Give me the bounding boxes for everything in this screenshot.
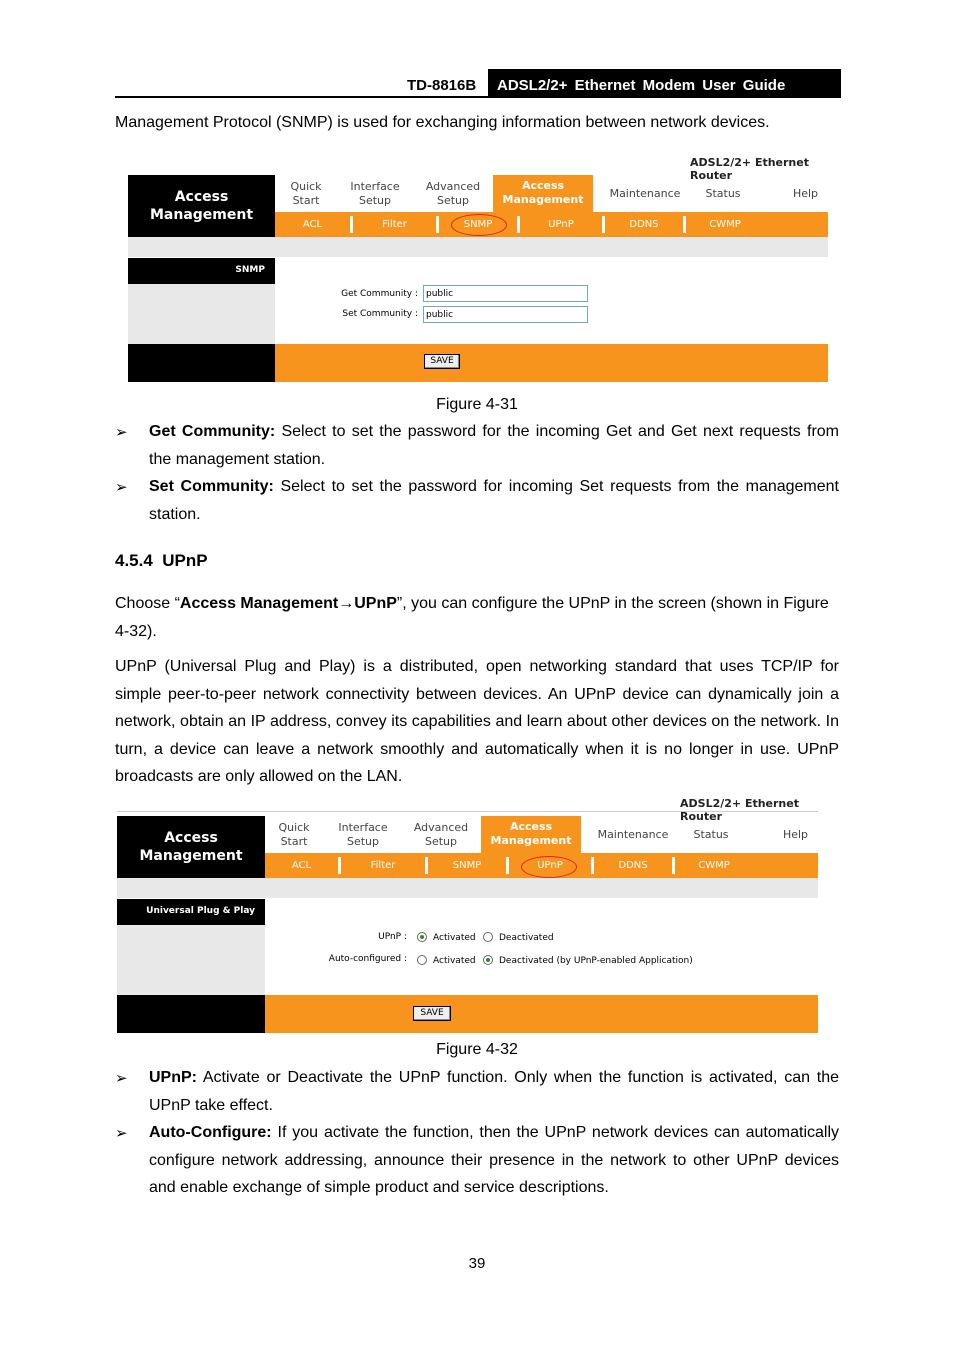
submenu-bar xyxy=(275,212,828,237)
submenu-filter[interactable]: Filter xyxy=(370,860,396,871)
menu-help[interactable]: Help xyxy=(782,828,809,841)
router-brand: ADSL2/2+ Ethernet Router xyxy=(690,156,809,182)
submenu-ddns[interactable]: DDNS xyxy=(618,860,648,871)
auto-deactivated-label: Deactivated (by UPnP-enabled Application) xyxy=(499,956,693,966)
section-snmp-label: SNMP xyxy=(235,265,265,275)
submenu-cwmp[interactable]: CWMP xyxy=(709,219,741,230)
menu-access-management[interactable]: Access Management xyxy=(481,816,581,853)
set-community-label: Set Community : xyxy=(342,309,418,319)
submenu-snmp[interactable]: SNMP xyxy=(452,860,482,871)
submenu-ddns[interactable]: DDNS xyxy=(629,219,659,230)
upnp-label: UPnP : xyxy=(378,932,407,942)
header-model: TD-8816B xyxy=(407,77,477,94)
page-number: 39 xyxy=(468,1255,486,1272)
figure-4-32-caption: Figure 4-32 xyxy=(436,1041,518,1058)
menu-interface-setup[interactable]: Interface Setup xyxy=(350,180,400,207)
upnp-paragraph: UPnP (Universal Plug and Play) is a distributed, open networking standard that uses TCP/IP for simple peer-to-peer network connectivity between devices. An UPnP device can dynamically join a network, obtain an IP address, convey its capabilities and learn about other devices on the network. In turn, a device can leave a network smoothly and automatically when it is no longer in use. UPnP broadcasts are only allowed on the LAN. xyxy=(115,658,839,785)
get-community-label: Get Community : xyxy=(341,289,418,299)
intro-text: Management Protocol (SNMP) is used for exchanging information between network devices. xyxy=(115,114,770,131)
save-button[interactable]: SAVE xyxy=(413,1006,451,1021)
upnp-activated-label: Activated xyxy=(433,933,476,943)
access-management-title: Access Management xyxy=(128,175,275,237)
figure-4-32-screenshot xyxy=(117,795,818,1033)
menu-maintenance[interactable]: Maintenance xyxy=(597,828,669,841)
menu-interface-setup[interactable]: Interface Setup xyxy=(338,821,388,848)
submenu-cwmp[interactable]: CWMP xyxy=(698,860,730,871)
footer-orange xyxy=(275,344,828,382)
section-heading: 4.5.4 UPnP xyxy=(115,551,208,570)
gray-strip xyxy=(128,237,828,257)
footer-black xyxy=(128,344,275,382)
get-community-input[interactable] xyxy=(423,285,588,302)
submenu-acl[interactable]: ACL xyxy=(302,219,323,230)
submenu-upnp[interactable]: UPnP xyxy=(548,219,574,230)
section-snmp-bar xyxy=(128,258,275,284)
bullet-icon: ➢ xyxy=(115,1070,128,1087)
footer-black xyxy=(117,995,265,1033)
bullet-auto-configure: Auto-Configure: If you activate the function, then the UPnP network devices can automatically configure network addressing, announce their presence in the network to other UPnP devices and enable exchange of simple product and service descriptions. xyxy=(149,1124,839,1196)
bullet-get-community: Get Community: Select to set the password for the incoming Get and Get next requests from the management station. xyxy=(149,423,840,468)
left-gray-panel xyxy=(128,284,275,344)
bullet-set-community: Set Community: Select to set the password for incoming Set requests from the management station. xyxy=(149,478,840,523)
figure-4-31-screenshot xyxy=(128,154,828,382)
gray-strip xyxy=(117,878,818,898)
save-button[interactable]: SAVE xyxy=(424,354,460,369)
menu-quick-start[interactable]: Quick Start xyxy=(290,180,322,207)
upnp-activated-radio[interactable] xyxy=(417,932,427,942)
highlight-ring xyxy=(451,214,507,236)
auto-configured-label: Auto-configured : xyxy=(328,954,407,964)
upnp-deactivated-radio[interactable] xyxy=(483,932,493,942)
auto-activated-label: Activated xyxy=(433,956,476,966)
submenu-snmp[interactable]: SNMP xyxy=(463,219,493,230)
section-upnp-bar xyxy=(117,899,265,925)
set-community-input[interactable] xyxy=(423,306,588,323)
bullet-icon: ➢ xyxy=(115,424,128,441)
header-rule xyxy=(115,96,841,98)
menu-help[interactable]: Help xyxy=(792,187,819,200)
menu-status[interactable]: Status xyxy=(693,828,729,841)
choose-text: Choose “Access Management→UPnP”, you can configure the UPnP in the screen (shown in Figure 4-32). xyxy=(115,595,829,640)
auto-activated-radio[interactable] xyxy=(417,955,427,965)
menu-advanced-setup[interactable]: Advanced Setup xyxy=(413,821,469,848)
section-upnp-label: Universal Plug & Play xyxy=(146,906,255,916)
submenu-acl[interactable]: ACL xyxy=(291,860,312,871)
submenu-filter[interactable]: Filter xyxy=(382,219,407,230)
menu-advanced-setup[interactable]: Advanced Setup xyxy=(425,180,481,207)
submenu-upnp[interactable]: UPnP xyxy=(537,860,563,871)
bullet-upnp: UPnP: Activate or Deactivate the UPnP function. Only when the function is activated, can the UPnP take effect. xyxy=(149,1069,839,1114)
figure-4-31-caption: Figure 4-31 xyxy=(436,396,518,413)
menu-maintenance[interactable]: Maintenance xyxy=(609,187,681,200)
menu-quick-start[interactable]: Quick Start xyxy=(278,821,310,848)
upnp-deactivated-label: Deactivated xyxy=(499,933,554,943)
menu-status[interactable]: Status xyxy=(705,187,741,200)
left-gray-panel xyxy=(117,925,265,995)
router-brand: ADSL2/2+ Ethernet Router xyxy=(680,797,799,823)
menu-access-management[interactable]: Access Management xyxy=(493,175,593,212)
bullet-icon: ➢ xyxy=(115,1125,128,1142)
header-title: ADSL2/2+ Ethernet Modem User Guide xyxy=(488,69,841,98)
access-management-title: Access Management xyxy=(117,816,265,878)
bullet-icon: ➢ xyxy=(115,479,128,496)
highlight-ring xyxy=(521,856,577,878)
footer-orange xyxy=(265,995,818,1033)
auto-deactivated-radio[interactable] xyxy=(483,955,493,965)
